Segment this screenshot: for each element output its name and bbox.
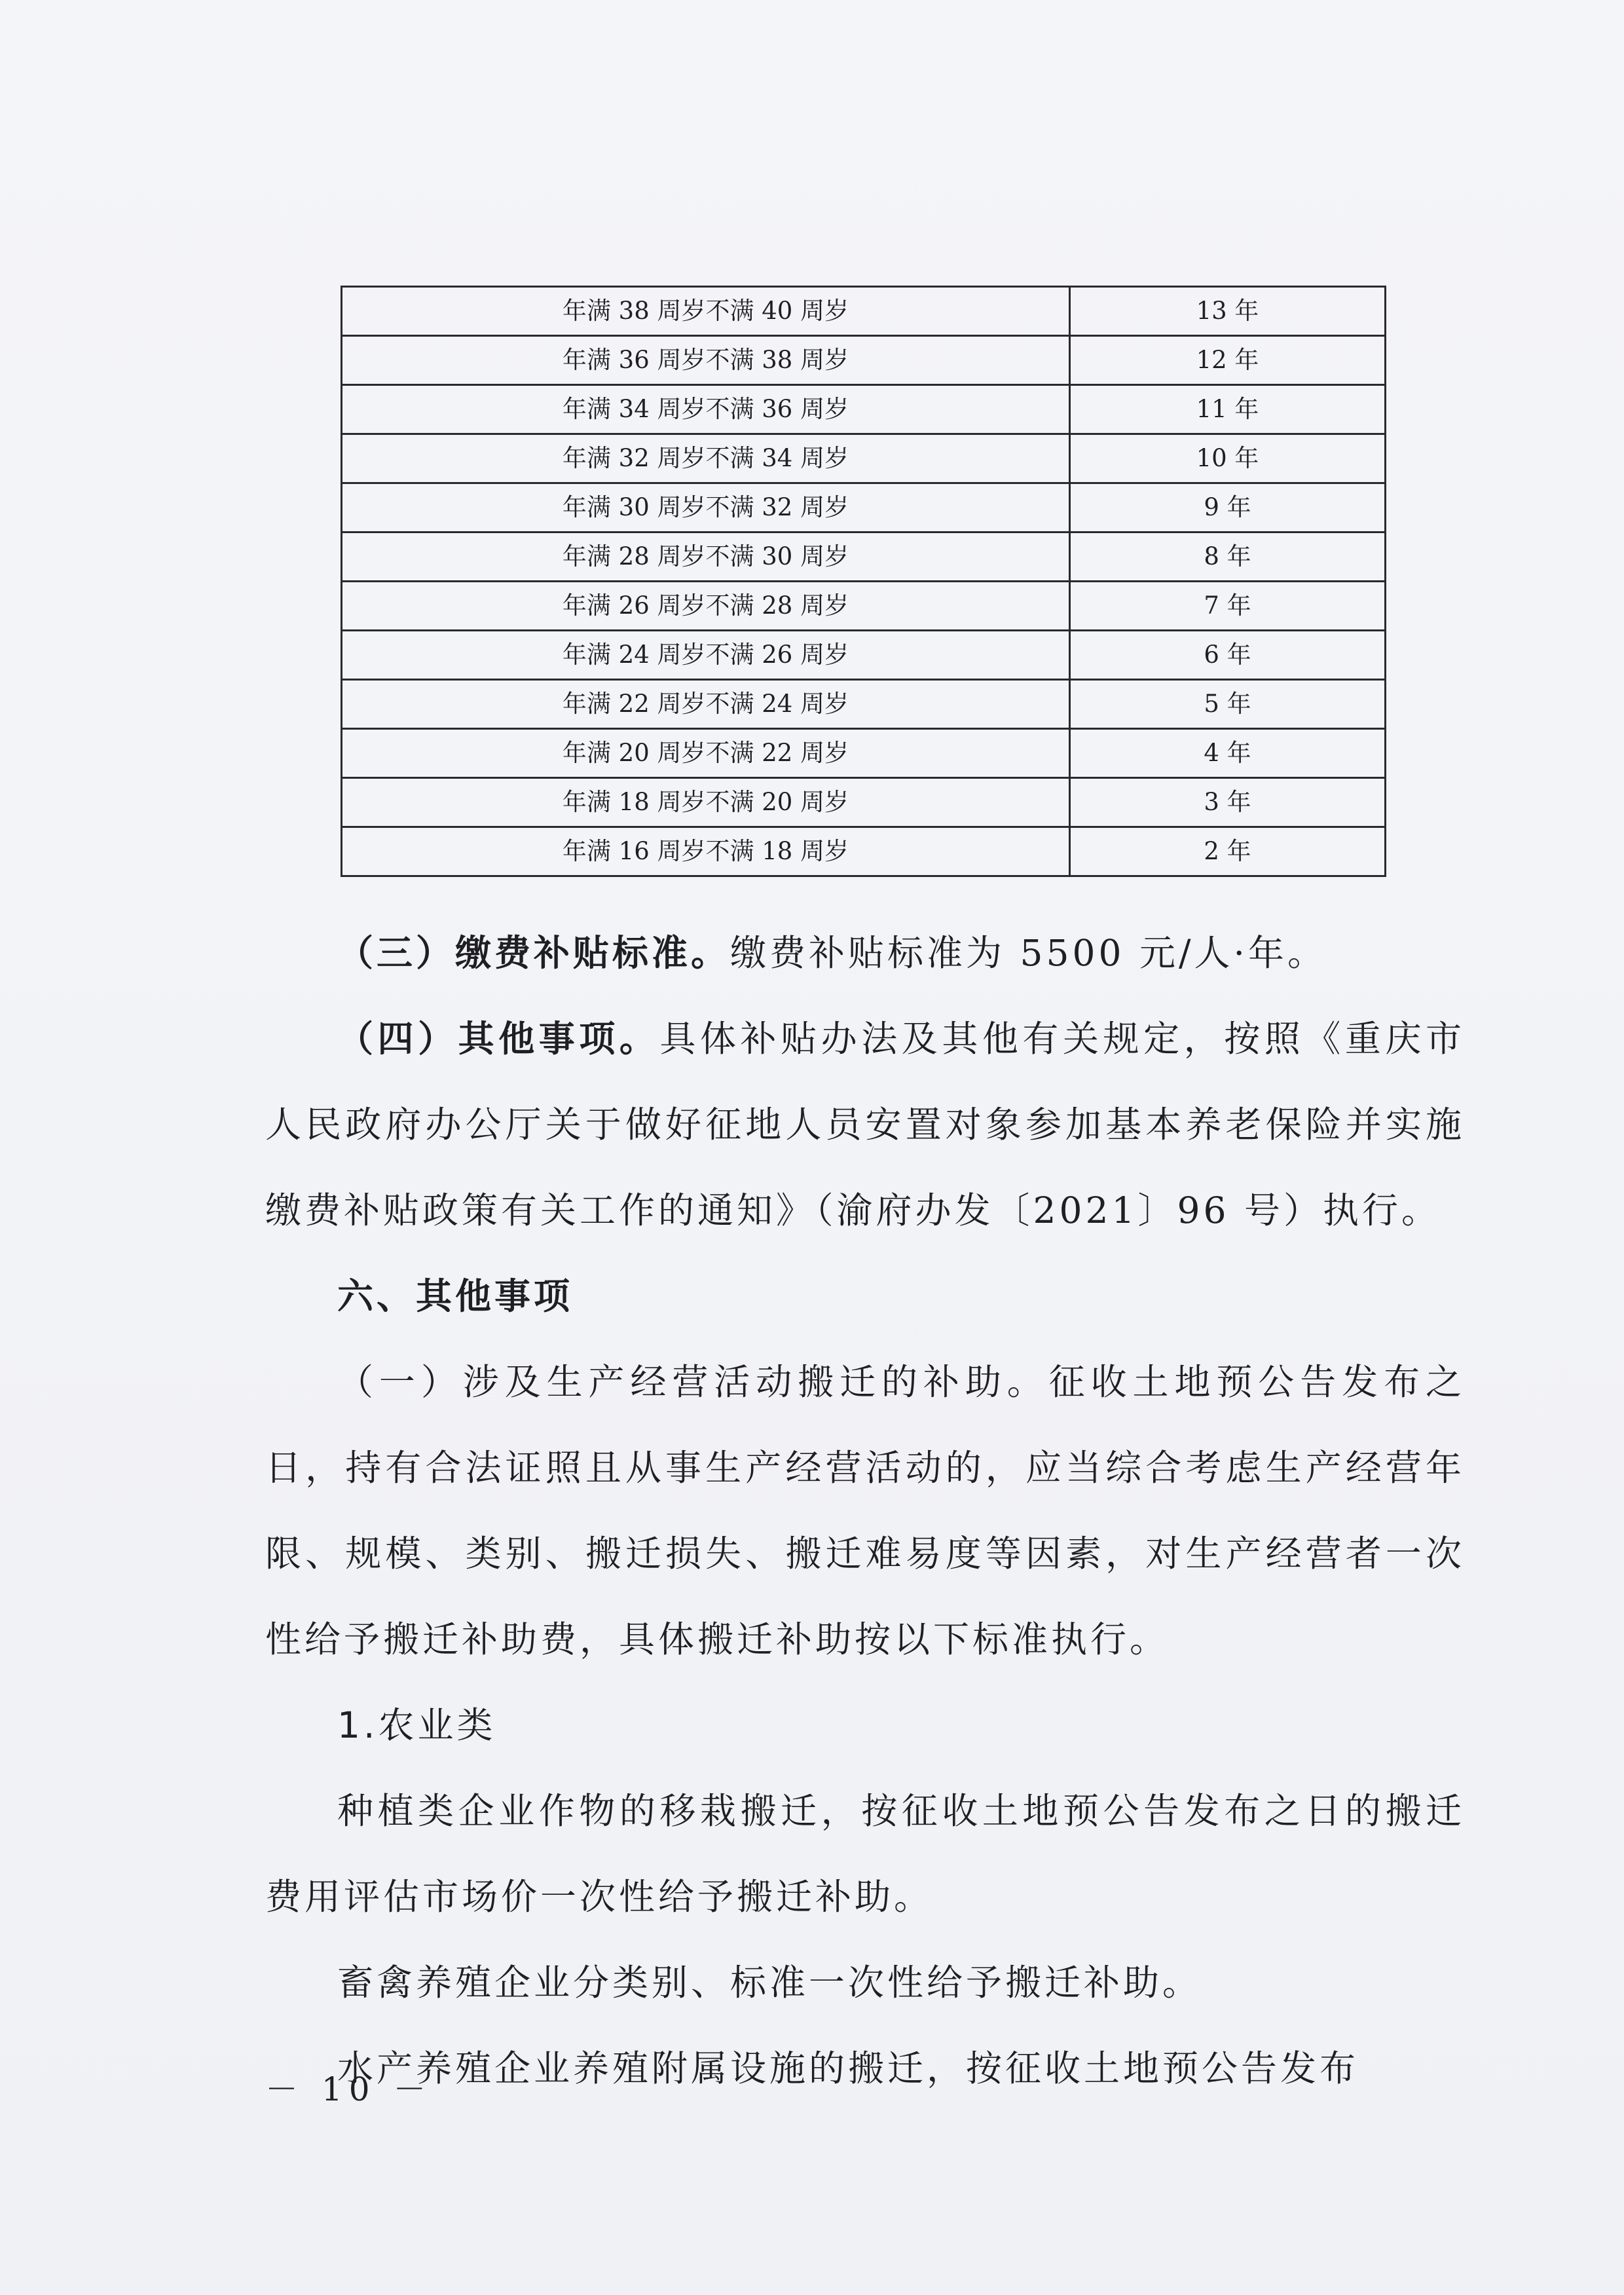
- years-cell: 2 年: [1070, 827, 1386, 876]
- agriculture-paragraph-planting: 种植类企业作物的移栽搬迁，按征收土地预公告发布之日的搬迁费用评估市场价一次性给予搬迁补助。: [265, 1790, 1465, 1918]
- section-3-text: 缴费补贴标准为 5500 元/人·年。: [730, 932, 1327, 974]
- body-text: [265, 910, 1465, 2112]
- years-cell: 4 年: [1070, 729, 1386, 778]
- table-row: [342, 582, 1386, 631]
- section-6-1-paragraph: （一）涉及生产经营活动搬迁的补助。征收土地预公告发布之日，持有合法证照且从事生产经营活动的，应当综合考虑生产经营年限、规模、类别、搬迁损失、搬迁难易度等因素，对生产经营者一次性给予搬迁补助费，具体搬迁补助按以下标准执行。: [265, 1361, 1465, 1660]
- section-3-paragraph: [265, 910, 1465, 996]
- table-row: [342, 385, 1386, 434]
- years-cell: 5 年: [1070, 680, 1386, 729]
- age-years-table: [341, 286, 1386, 877]
- table-row: [342, 778, 1386, 827]
- table-row: [342, 336, 1386, 385]
- age-table-body: [342, 287, 1386, 876]
- agriculture-paragraph-livestock: 畜禽养殖企业分类别、标准一次性给予搬迁补助。: [337, 1962, 1202, 2004]
- section-3-lead: （三）缴费补贴标准。: [337, 932, 731, 974]
- age-range-cell: 年满 18 周岁不满 20 周岁: [342, 778, 1070, 827]
- age-range-cell: 年满 34 周岁不满 36 周岁: [342, 385, 1070, 434]
- section-4-paragraph: [265, 996, 1465, 1254]
- years-cell: 13 年: [1070, 287, 1386, 336]
- age-range-cell: 年满 22 周岁不满 24 周岁: [342, 680, 1070, 729]
- table-row: [342, 483, 1386, 532]
- agriculture-paragraph-aquaculture: 水产养殖企业养殖附属设施的搬迁，按征收土地预公告发布: [337, 2047, 1359, 2089]
- years-cell: 6 年: [1070, 631, 1386, 680]
- table-row: [342, 532, 1386, 582]
- table-row: [342, 827, 1386, 876]
- age-range-cell: 年满 30 周岁不满 32 周岁: [342, 483, 1070, 532]
- table-row: [342, 287, 1386, 336]
- years-cell: 8 年: [1070, 532, 1386, 582]
- table-row: [342, 631, 1386, 680]
- section-4-lead: （四）其他事项。: [337, 1018, 660, 1060]
- years-cell: 7 年: [1070, 582, 1386, 631]
- age-range-cell: 年满 16 周岁不满 18 周岁: [342, 827, 1070, 876]
- age-range-cell: 年满 38 周岁不满 40 周岁: [342, 287, 1070, 336]
- page-number: － 10 －: [265, 2070, 433, 2108]
- age-range-cell: 年满 20 周岁不满 22 周岁: [342, 729, 1070, 778]
- age-range-cell: 年满 36 周岁不满 38 周岁: [342, 336, 1070, 385]
- section-4-text: 具体补贴办法及其他有关规定，按照《重庆市人民政府办公厅关于做好征地人员安置对象参加基本养老保险并实施缴费补贴政策有关工作的通知》（渝府办发〔2021〕96 号）执行。: [265, 1018, 1465, 1231]
- years-cell: 3 年: [1070, 778, 1386, 827]
- age-range-cell: 年满 28 周岁不满 30 周岁: [342, 532, 1070, 582]
- table-row: [342, 434, 1386, 483]
- years-cell: 12 年: [1070, 336, 1386, 385]
- table-row: [342, 680, 1386, 729]
- years-cell: 9 年: [1070, 483, 1386, 532]
- age-range-cell: 年满 26 周岁不满 28 周岁: [342, 582, 1070, 631]
- years-cell: 10 年: [1070, 434, 1386, 483]
- section-6-heading: 六、其他事项: [337, 1275, 574, 1317]
- table-row: [342, 729, 1386, 778]
- age-range-cell: 年满 24 周岁不满 26 周岁: [342, 631, 1070, 680]
- age-range-cell: 年满 32 周岁不满 34 周岁: [342, 434, 1070, 483]
- years-cell: 11 年: [1070, 385, 1386, 434]
- agriculture-subheading: 1.农业类: [337, 1704, 496, 1746]
